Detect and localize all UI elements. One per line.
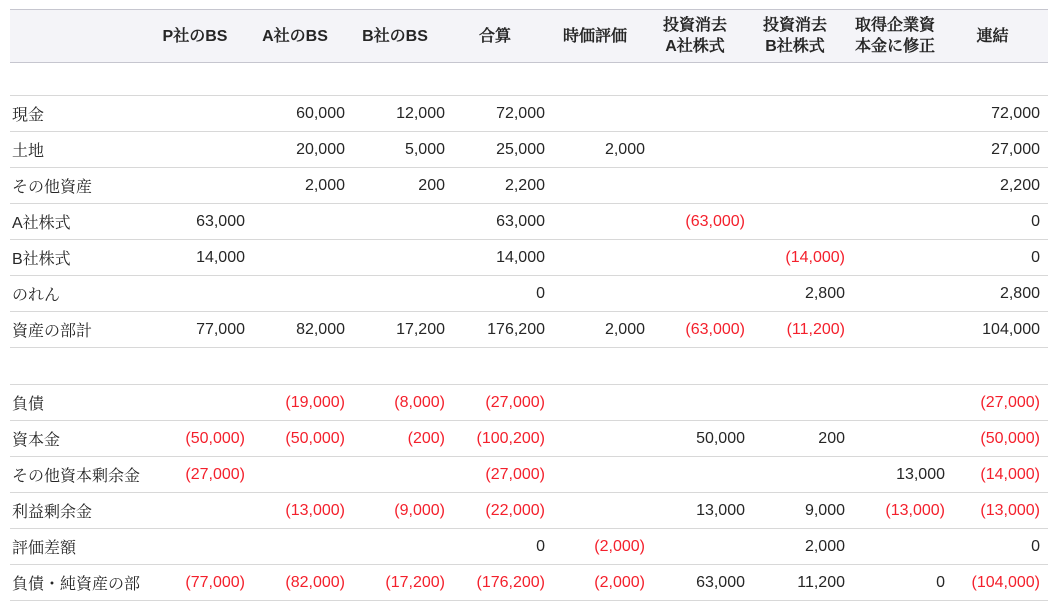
row-label: A社株式: [12, 215, 71, 232]
row-label: 利益剰余金: [12, 504, 93, 521]
value-cell: 63,000: [696, 573, 745, 591]
table-row: [10, 275, 1048, 311]
table-row: [10, 203, 1048, 239]
value-cell: 2,000: [304, 176, 345, 194]
row-label: 負債: [12, 396, 45, 413]
column-header-shutoku: 取得企業資 本金に修正: [854, 17, 935, 55]
column-header-gassan: 合算: [478, 27, 511, 45]
value-cell: 5,000: [404, 140, 445, 158]
value-cell: (2,000): [594, 537, 645, 555]
value-cell: (13,000): [285, 501, 345, 519]
value-cell: (27,000): [485, 465, 545, 483]
value-cell: (100,200): [476, 429, 545, 447]
table-section-liabilities-equity: [10, 384, 1048, 601]
value-cell: (17,200): [385, 573, 445, 591]
value-cell: 2,000: [804, 537, 845, 555]
value-cell: (63,000): [685, 212, 745, 230]
value-cell: (50,000): [980, 429, 1040, 447]
row-label: 現金: [12, 107, 45, 124]
value-cell: (200): [407, 429, 445, 447]
row-label: 評価差額: [12, 540, 77, 557]
value-cell: 176,200: [487, 320, 545, 338]
value-cell: 63,000: [196, 212, 245, 230]
value-cell: 12,000: [396, 104, 445, 122]
column-header-shokyo-a: 投資消去 A社株式: [662, 17, 727, 55]
value-cell: (27,000): [980, 393, 1040, 411]
value-cell: (63,000): [685, 320, 745, 338]
value-cell: 11,200: [797, 573, 845, 591]
value-cell: 9,000: [804, 501, 845, 519]
table-row: [10, 167, 1048, 203]
table-row: [10, 239, 1048, 275]
column-header-b-bs: B社のBS: [362, 27, 428, 45]
table-row: [10, 564, 1048, 600]
value-cell: (176,200): [476, 573, 545, 591]
value-cell: (50,000): [185, 429, 245, 447]
value-cell: 0: [536, 537, 545, 555]
value-cell: 2,000: [604, 140, 645, 158]
value-cell: (9,000): [394, 501, 445, 519]
value-cell: 2,000: [604, 320, 645, 338]
column-header-p-bs: P社のBS: [162, 27, 228, 45]
table-row: [10, 384, 1048, 420]
value-cell: 50,000: [696, 429, 745, 447]
value-cell: (19,000): [285, 393, 345, 411]
column-header-renketsu: 連結: [976, 27, 1009, 45]
table-row: [10, 131, 1048, 167]
value-cell: (14,000): [980, 465, 1040, 483]
value-cell: 2,200: [504, 176, 545, 194]
value-cell: 20,000: [296, 140, 345, 158]
table-row: [10, 311, 1048, 347]
value-cell: 72,000: [991, 104, 1040, 122]
value-cell: 2,800: [999, 284, 1040, 302]
row-label: 負債・純資産の部: [12, 576, 141, 593]
table-row: [10, 420, 1048, 456]
table-row: [10, 528, 1048, 564]
value-cell: (11,200): [786, 320, 845, 338]
value-cell: (14,000): [785, 248, 845, 266]
value-cell: 82,000: [296, 320, 345, 338]
value-cell: 2,800: [804, 284, 845, 302]
value-cell: 25,000: [496, 140, 545, 158]
row-label: 資産の部計: [12, 323, 93, 340]
value-cell: 72,000: [496, 104, 545, 122]
value-cell: (104,000): [971, 573, 1040, 591]
table-section-assets: [10, 95, 1048, 348]
table-row: [10, 456, 1048, 492]
value-cell: 0: [1031, 248, 1040, 266]
value-cell: (82,000): [285, 573, 345, 591]
row-label: B社株式: [12, 251, 71, 268]
header-row: [10, 9, 1048, 63]
value-cell: (50,000): [285, 429, 345, 447]
header-gap: [10, 63, 1048, 95]
value-cell: (27,000): [185, 465, 245, 483]
value-cell: 60,000: [296, 104, 345, 122]
row-label: その他資産: [12, 179, 93, 196]
table-body: [10, 95, 1048, 601]
value-cell: 0: [936, 573, 945, 591]
value-cell: (13,000): [885, 501, 945, 519]
column-header-shokyo-b: 投資消去 B社株式: [762, 17, 827, 55]
value-cell: (8,000): [394, 393, 445, 411]
value-cell: 2,200: [999, 176, 1040, 194]
value-cell: 63,000: [496, 212, 545, 230]
value-cell: (27,000): [485, 393, 545, 411]
row-label: 土地: [12, 143, 45, 160]
value-cell: 13,000: [896, 465, 945, 483]
value-cell: 0: [536, 284, 545, 302]
value-cell: 0: [1031, 212, 1040, 230]
value-cell: 200: [818, 429, 845, 447]
value-cell: 14,000: [496, 248, 545, 266]
value-cell: (77,000): [185, 573, 245, 591]
value-cell: 77,000: [196, 320, 245, 338]
table-row: [10, 95, 1048, 131]
row-label: その他資本剰余金: [12, 468, 141, 485]
value-cell: 13,000: [696, 501, 745, 519]
row-label: 資本金: [12, 432, 61, 449]
value-cell: (2,000): [594, 573, 645, 591]
row-label: のれん: [12, 287, 61, 304]
table-row: [10, 492, 1048, 528]
value-cell: 17,200: [396, 320, 445, 338]
value-cell: (13,000): [980, 501, 1040, 519]
value-cell: 104,000: [982, 320, 1040, 338]
column-header-jika-hyoka: 時価評価: [562, 27, 627, 45]
column-header-a-bs: A社のBS: [262, 27, 328, 45]
value-cell: (22,000): [485, 501, 545, 519]
value-cell: 0: [1031, 537, 1040, 555]
value-cell: 200: [418, 176, 445, 194]
value-cell: 14,000: [196, 248, 245, 266]
value-cell: 27,000: [991, 140, 1040, 158]
